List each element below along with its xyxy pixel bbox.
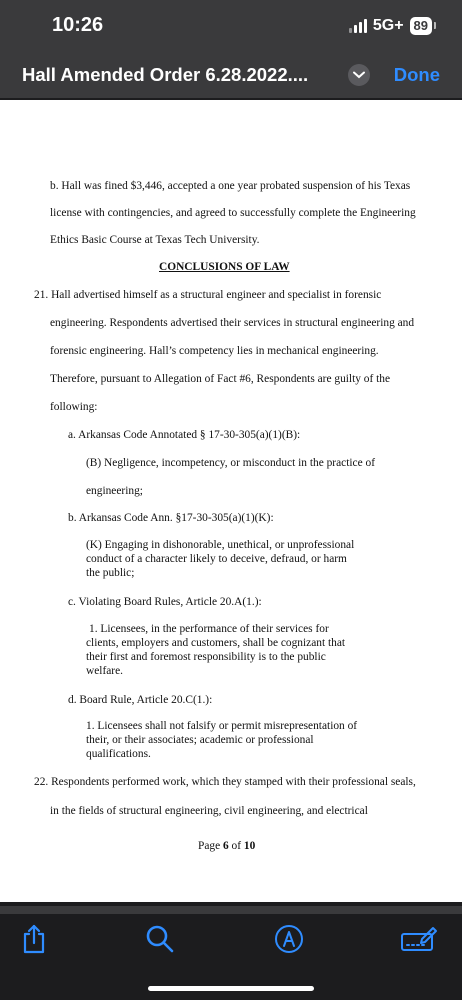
doc-line: b. Arkansas Code Ann. §17-30-305(a)(1)(K):	[68, 512, 274, 524]
doc-line: their first and foremost responsibility is to the public	[86, 651, 326, 663]
status-bar	[0, 0, 462, 52]
doc-line: Ethics Basic Course at Texas Tech University.	[50, 234, 260, 246]
doc-line: 22. Respondents performed work, which they stamped with their professional seals,	[34, 776, 416, 788]
doc-line: c. Violating Board Rules, Article 20.A(1.):	[68, 596, 262, 608]
status-time: 10:26	[52, 14, 104, 36]
doc-line: 1. Licensees, in the performance of their services for	[89, 623, 329, 635]
doc-line: following:	[50, 401, 98, 413]
status-indicators	[349, 17, 432, 35]
search-icon[interactable]	[143, 922, 177, 956]
doc-line: their, or their associates; academic or professional	[86, 734, 314, 746]
doc-line: the public;	[86, 567, 135, 579]
section-heading: CONCLUSIONS OF LAW	[159, 261, 290, 273]
network-type: 5G+	[372, 17, 404, 34]
doc-line: d. Board Rule, Article 20.C(1.):	[68, 694, 213, 706]
signal-icon	[349, 19, 367, 33]
doc-line: (K) Engaging in dishonorable, unethical, or unprofessional	[86, 539, 355, 551]
doc-line: a. Arkansas Code Annotated § 17-30-305(a)(1)(B):	[68, 429, 301, 441]
doc-line: Therefore, pursuant to Allegation of Fact #6, Respondents are guilty of the	[50, 373, 391, 385]
signature-icon[interactable]	[400, 922, 438, 956]
doc-line: b. Hall was fined $3,446, accepted a one year probated suspension of his Texas	[50, 180, 411, 192]
doc-line: (B) Negligence, incompetency, or misconduct in the practice of	[86, 457, 375, 469]
page-current: 6	[223, 840, 229, 852]
chevron-down-icon[interactable]	[348, 64, 370, 86]
page-label-mid: of	[228, 840, 244, 852]
doc-line: forensic engineering. Hall’s competency lies in mechanical engineering.	[50, 345, 379, 357]
done-button[interactable]: Done	[393, 64, 440, 85]
doc-line: welfare.	[86, 665, 123, 677]
doc-line: engineering. Respondents advertised their services in structural engineering and	[50, 317, 415, 329]
page-total: 10	[243, 840, 256, 852]
document-title: Hall Amended Order 6.28.2022....	[22, 64, 309, 85]
doc-line: 1. Licensees shall not falsify or permit misrepresentation of	[86, 720, 358, 732]
document-page[interactable]	[0, 100, 462, 902]
doc-line: conduct of a character likely to deceive, defraud, or harm	[86, 553, 347, 565]
nav-bar	[0, 52, 462, 98]
page-label-prefix: Page	[198, 840, 223, 852]
doc-line: engineering;	[86, 485, 143, 497]
toolbar-divider	[0, 906, 462, 914]
home-indicator[interactable]	[148, 986, 314, 991]
share-icon[interactable]	[17, 922, 51, 956]
doc-line: qualifications.	[86, 748, 151, 760]
battery-icon: 89	[410, 17, 432, 35]
doc-line: clients, employers and customers, shall be cognizant that	[86, 637, 346, 649]
page-number	[198, 840, 255, 852]
doc-line: in the fields of structural engineering, civil engineering, and electrical	[50, 805, 368, 817]
doc-line: 21. Hall advertised himself as a structural engineer and specialist in forensic	[34, 289, 382, 301]
markup-icon[interactable]	[272, 922, 306, 956]
doc-line: license with contingencies, and agreed to successfully complete the Engineering	[50, 207, 416, 219]
